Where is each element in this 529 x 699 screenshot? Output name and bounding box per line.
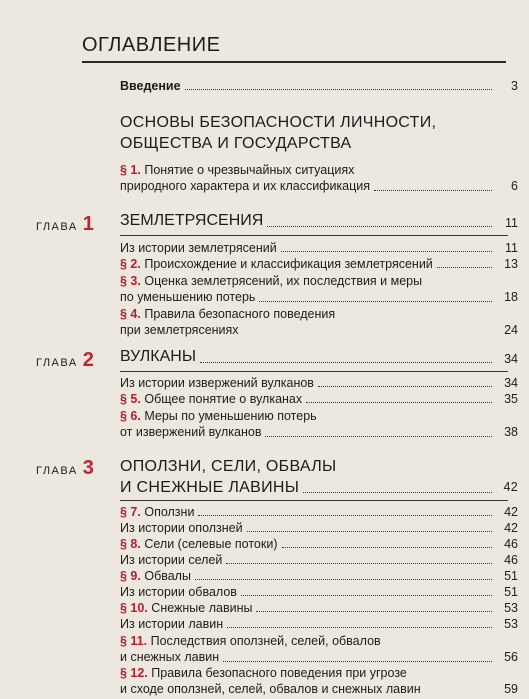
paragraph-number: § 11. xyxy=(120,634,148,648)
chapter-title-1[interactable] xyxy=(120,212,518,230)
toc-entry-s11[interactable] xyxy=(120,633,518,665)
divider xyxy=(120,371,508,372)
paragraph-number: § 2. xyxy=(120,257,141,271)
divider xyxy=(120,235,508,236)
entry-label: Понятие о чрезвычайных ситуациях xyxy=(144,163,355,177)
page-number: 51 xyxy=(504,585,518,599)
entry-label: Оценка землетрясений, их последствия и меры xyxy=(144,274,423,288)
toc-entry-intro[interactable] xyxy=(120,79,518,93)
page-number: 53 xyxy=(504,601,518,615)
page-number: 59 xyxy=(504,682,518,696)
toc-entry-s10[interactable] xyxy=(120,601,518,615)
chapter-title: ЗЕМЛЕТРЯСЕНИЯ xyxy=(120,212,264,229)
toc-entry-history-eq[interactable] xyxy=(120,241,518,255)
paragraph-number: § 3. xyxy=(120,274,141,288)
dot-leader xyxy=(227,627,492,628)
page-number: 42 xyxy=(504,521,518,535)
entry-label: Общее понятие о вулканах xyxy=(144,392,303,406)
toc-entry-s5[interactable] xyxy=(120,392,518,406)
dot-leader xyxy=(318,386,492,387)
paragraph-number: § 4. xyxy=(120,307,141,321)
glava-word: ГЛАВА xyxy=(36,357,78,369)
entry-label-cont: по уменьшению потерь xyxy=(120,290,256,304)
page-number: 35 xyxy=(504,392,518,406)
entry-label: Последствия оползней, селей, обвалов xyxy=(150,634,381,648)
page-number: 34 xyxy=(504,376,518,390)
page-number: 11 xyxy=(505,241,518,255)
toc-entry-s4[interactable] xyxy=(120,306,518,338)
toc-entry-history-volc[interactable] xyxy=(120,376,518,390)
dot-leader xyxy=(437,267,492,268)
entry-label: Введение xyxy=(120,79,181,93)
toc-entry-s2[interactable] xyxy=(120,257,518,271)
toc-entry-s7[interactable] xyxy=(120,505,518,519)
dot-leader xyxy=(256,611,492,612)
entry-label: Оползни xyxy=(144,505,195,519)
entry-label: Обвалы xyxy=(144,569,191,583)
page-number: 34 xyxy=(504,352,518,366)
dot-leader xyxy=(200,362,492,363)
chapter-number: 2 xyxy=(82,349,96,371)
toc-entry-history-avalanches[interactable] xyxy=(120,617,518,631)
entry-label: Меры по уменьшению потерь xyxy=(144,409,317,423)
dot-leader xyxy=(281,251,492,252)
dot-leader xyxy=(306,402,492,403)
paragraph-number: § 5. xyxy=(120,392,141,406)
dot-leader xyxy=(241,595,492,596)
dot-leader xyxy=(267,226,492,227)
chapter-title-line2: И СНЕЖНЫЕ ЛАВИНЫ xyxy=(120,479,300,496)
paragraph-number: § 12. xyxy=(120,666,148,680)
page-title: ОГЛАВЛЕНИЕ xyxy=(82,34,506,63)
paragraph-number: § 7. xyxy=(120,505,141,519)
toc-entry-history-rockfalls[interactable] xyxy=(120,585,518,599)
dot-leader xyxy=(226,563,492,564)
chapter-label-2 xyxy=(36,349,95,372)
page-number: 56 xyxy=(504,650,518,664)
page-number: 6 xyxy=(511,179,518,193)
dot-leader xyxy=(265,436,492,437)
toc-entry-s12[interactable] xyxy=(120,665,518,697)
section-heading-line2: ОБЩЕСТВА И ГОСУДАРСТВА xyxy=(120,135,352,152)
dot-leader xyxy=(374,190,492,191)
entry-label-cont: и снежных лавин xyxy=(120,650,220,664)
chapter-label-1 xyxy=(36,213,95,236)
chapter-number: 1 xyxy=(82,213,96,235)
chapter-title: ВУЛКАНЫ xyxy=(120,348,196,365)
page-number: 3 xyxy=(511,79,518,93)
dot-leader xyxy=(223,661,492,662)
paragraph-number: § 10. xyxy=(120,601,148,615)
toc-entry-history-mudflows[interactable] xyxy=(120,553,518,567)
page-number: 51 xyxy=(504,569,518,583)
entry-label: Из истории селей xyxy=(120,553,223,567)
entry-label: Из истории обвалов xyxy=(120,585,237,599)
page-number: 38 xyxy=(504,425,518,439)
entry-label-cont: и сходе оползней, селей, обвалов и снежных лавин xyxy=(120,682,421,696)
entry-label: Из истории оползней xyxy=(120,521,243,535)
page-number: 46 xyxy=(504,553,518,567)
dot-leader xyxy=(185,89,492,90)
page-number: 53 xyxy=(504,617,518,631)
chapter-title-line1: ОПОЛЗНИ, СЕЛИ, ОБВАЛЫ xyxy=(120,458,337,475)
dot-leader xyxy=(303,492,492,493)
toc-entry-s6[interactable] xyxy=(120,408,518,440)
entry-label: Правила безопасного поведения при угрозе xyxy=(151,666,407,680)
glava-word: ГЛАВА xyxy=(36,465,78,477)
toc-entry-s9[interactable] xyxy=(120,569,518,583)
dot-leader xyxy=(282,547,493,548)
paragraph-number: § 6. xyxy=(120,409,141,423)
entry-label: Правила безопасного поведения xyxy=(144,307,336,321)
page-number: 42 xyxy=(503,480,518,494)
page-number: 46 xyxy=(504,537,518,551)
dot-leader xyxy=(198,515,492,516)
entry-label-cont: от извержений вулканов xyxy=(120,425,262,439)
entry-label: Сели (селевые потоки) xyxy=(144,537,278,551)
paragraph-number: § 1. xyxy=(120,163,141,177)
page-number: 18 xyxy=(504,290,518,304)
toc-entry-s3[interactable] xyxy=(120,273,518,305)
section-heading xyxy=(120,112,436,154)
entry-label-cont: при землетрясениях xyxy=(120,323,239,337)
page-number: 13 xyxy=(504,257,518,271)
chapter-title-3[interactable] xyxy=(120,456,518,498)
entry-label: Из истории лавин xyxy=(120,617,224,631)
dot-leader xyxy=(195,579,492,580)
chapter-number: 3 xyxy=(82,457,96,479)
dot-leader xyxy=(247,531,492,532)
paragraph-number: § 9. xyxy=(120,569,141,583)
entry-label: Снежные лавины xyxy=(151,601,253,615)
dot-leader xyxy=(259,301,492,302)
toc-entry-s1[interactable] xyxy=(120,162,518,194)
page-number: 11 xyxy=(505,216,518,230)
chapter-label-3 xyxy=(36,457,95,480)
entry-label: Из истории землетрясений xyxy=(120,241,277,255)
entry-label: Происхождение и классификация землетрясений xyxy=(144,257,433,271)
toc-entry-s8[interactable] xyxy=(120,537,518,551)
entry-label: Из истории извержений вулканов xyxy=(120,376,314,390)
chapter-title-2[interactable] xyxy=(120,348,518,366)
page-number: 24 xyxy=(504,323,518,337)
page-number: 42 xyxy=(504,505,518,519)
divider xyxy=(120,500,508,501)
entry-label-cont: природного характера и их классификация xyxy=(120,179,371,193)
glava-word: ГЛАВА xyxy=(36,221,78,233)
toc-entry-history-landslides[interactable] xyxy=(120,521,518,535)
paragraph-number: § 8. xyxy=(120,537,141,551)
section-heading-line1: ОСНОВЫ БЕЗОПАСНОСТИ ЛИЧНОСТИ, xyxy=(120,114,437,131)
